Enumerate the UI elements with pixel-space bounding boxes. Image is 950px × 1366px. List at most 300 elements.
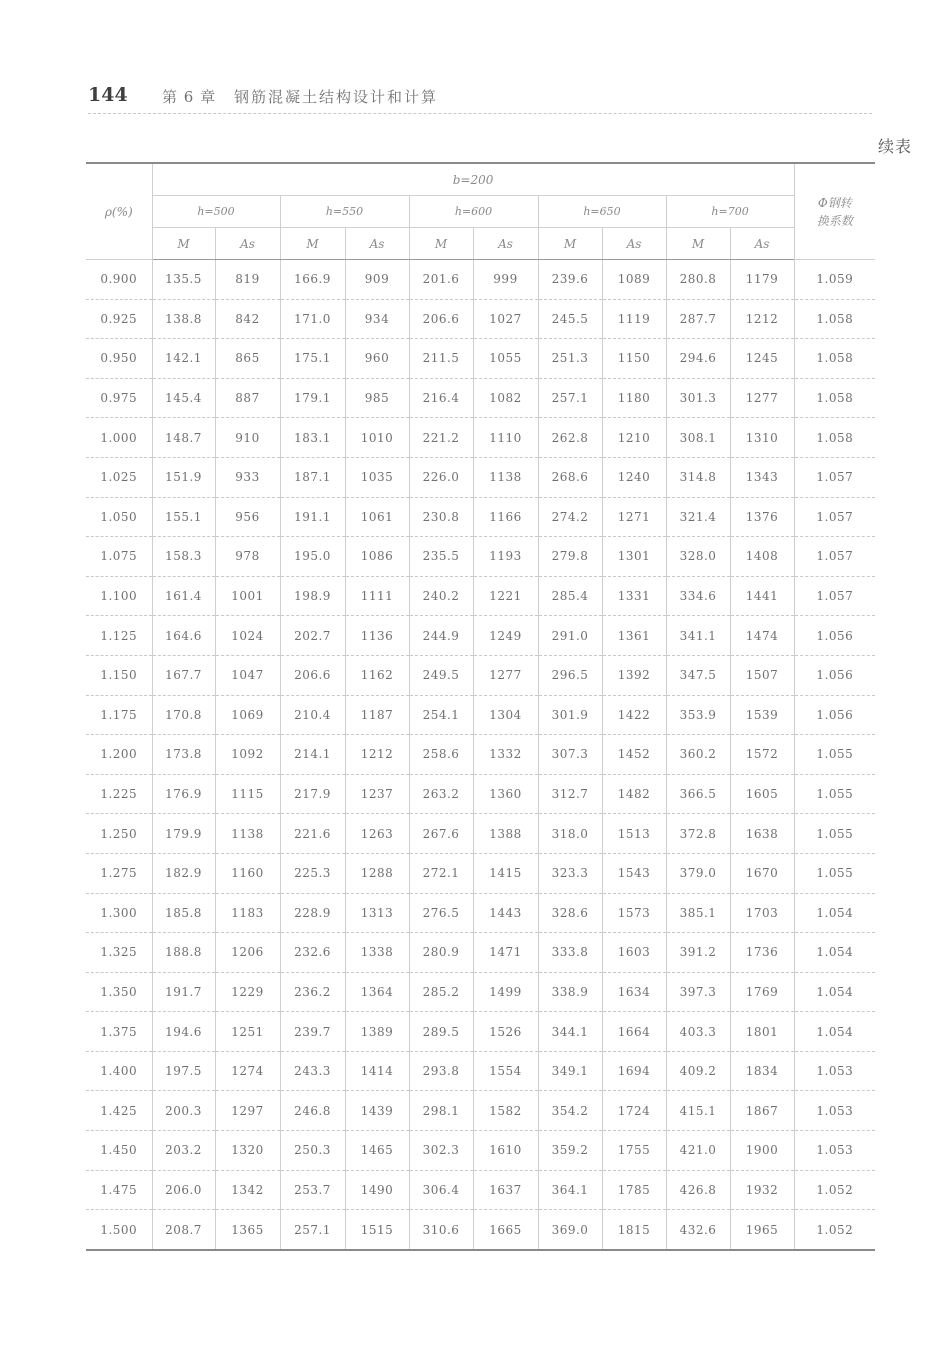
moment-cell: 182.9: [152, 853, 215, 893]
conversion-factor-cell: 1.058: [794, 339, 875, 379]
moment-cell: 198.9: [280, 576, 345, 616]
moment-cell: 344.1: [538, 1012, 602, 1052]
steel-area-cell: 1343: [730, 457, 794, 497]
table-row: [86, 774, 875, 814]
steel-area-cell: 1415: [473, 853, 538, 893]
moment-cell: 306.4: [409, 1170, 473, 1210]
conversion-factor-cell: 1.054: [794, 933, 875, 973]
moment-cell: 366.5: [666, 774, 730, 814]
rho-cell: 1.250: [86, 814, 152, 854]
steel-area-cell: 1212: [345, 735, 409, 775]
conversion-factor-header: [794, 163, 875, 260]
header-rule: [88, 113, 872, 114]
steel-area-col-header: As: [602, 228, 666, 260]
moment-cell: 235.5: [409, 537, 473, 577]
steel-area-cell: 1179: [730, 260, 794, 300]
steel-area-cell: 1801: [730, 1012, 794, 1052]
moment-cell: 379.0: [666, 853, 730, 893]
moment-cell: 341.1: [666, 616, 730, 656]
steel-area-cell: 1724: [602, 1091, 666, 1131]
moment-cell: 206.6: [409, 299, 473, 339]
moment-cell: 253.7: [280, 1170, 345, 1210]
steel-area-cell: 842: [215, 299, 280, 339]
steel-area-cell: 1210: [602, 418, 666, 458]
steel-area-cell: 933: [215, 457, 280, 497]
rho-cell: 1.325: [86, 933, 152, 973]
h-header: h=650: [538, 196, 666, 228]
steel-area-cell: 1150: [602, 339, 666, 379]
moment-cell: 321.4: [666, 497, 730, 537]
moment-cell: 323.3: [538, 853, 602, 893]
steel-area-cell: 1539: [730, 695, 794, 735]
moment-cell: 347.5: [666, 655, 730, 695]
steel-area-cell: 1288: [345, 853, 409, 893]
rho-cell: 1.375: [86, 1012, 152, 1052]
moment-cell: 267.6: [409, 814, 473, 854]
steel-area-cell: 1900: [730, 1131, 794, 1171]
moment-cell: 250.3: [280, 1131, 345, 1171]
steel-area-cell: 1313: [345, 893, 409, 933]
moment-cell: 191.7: [152, 972, 215, 1012]
moment-cell: 249.5: [409, 655, 473, 695]
steel-area-cell: 1166: [473, 497, 538, 537]
moment-cell: 276.5: [409, 893, 473, 933]
moment-cell: 369.0: [538, 1210, 602, 1250]
steel-area-cell: 1664: [602, 1012, 666, 1052]
table-row: [86, 893, 875, 933]
steel-area-cell: 1736: [730, 933, 794, 973]
moment-cell: 258.6: [409, 735, 473, 775]
table-row: [86, 299, 875, 339]
moment-cell: 372.8: [666, 814, 730, 854]
moment-cell: 280.8: [666, 260, 730, 300]
chapter-label: 第 6 章: [162, 88, 217, 106]
moment-cell: 221.2: [409, 418, 473, 458]
moment-col-header: M: [538, 228, 602, 260]
steel-area-cell: 1867: [730, 1091, 794, 1131]
moment-col-header: M: [666, 228, 730, 260]
moment-cell: 225.3: [280, 853, 345, 893]
steel-area-col-header: As: [345, 228, 409, 260]
moment-cell: 206.6: [280, 655, 345, 695]
steel-area-cell: 1180: [602, 378, 666, 418]
table-row: [86, 655, 875, 695]
moment-cell: 360.2: [666, 735, 730, 775]
steel-area-cell: 910: [215, 418, 280, 458]
conversion-factor-header-line2: 换系数: [816, 213, 853, 228]
rho-cell: 0.900: [86, 260, 152, 300]
moment-cell: 148.7: [152, 418, 215, 458]
moment-cell: 167.7: [152, 655, 215, 695]
table-row: [86, 418, 875, 458]
moment-cell: 391.2: [666, 933, 730, 973]
moment-cell: 151.9: [152, 457, 215, 497]
conversion-factor-cell: 1.054: [794, 893, 875, 933]
rho-cell: 1.100: [86, 576, 152, 616]
moment-cell: 296.5: [538, 655, 602, 695]
steel-area-cell: 1513: [602, 814, 666, 854]
moment-cell: 274.2: [538, 497, 602, 537]
moment-cell: 200.3: [152, 1091, 215, 1131]
table-row: [86, 339, 875, 379]
steel-area-cell: 1082: [473, 378, 538, 418]
steel-area-cell: 1471: [473, 933, 538, 973]
moment-cell: 333.8: [538, 933, 602, 973]
table-row: [86, 457, 875, 497]
steel-area-cell: 1834: [730, 1051, 794, 1091]
steel-area-cell: 1439: [345, 1091, 409, 1131]
moment-cell: 170.8: [152, 695, 215, 735]
conversion-factor-cell: 1.058: [794, 418, 875, 458]
moment-cell: 202.7: [280, 616, 345, 656]
moment-cell: 176.9: [152, 774, 215, 814]
steel-area-cell: 1110: [473, 418, 538, 458]
table-row: [86, 972, 875, 1012]
moment-cell: 208.7: [152, 1210, 215, 1250]
rho-cell: 1.200: [86, 735, 152, 775]
moment-cell: 187.1: [280, 457, 345, 497]
steel-area-cell: 1572: [730, 735, 794, 775]
table-row: [86, 260, 875, 300]
moment-cell: 216.4: [409, 378, 473, 418]
moment-cell: 287.7: [666, 299, 730, 339]
moment-cell: 203.2: [152, 1131, 215, 1171]
h-header: h=550: [280, 196, 409, 228]
steel-area-cell: 1212: [730, 299, 794, 339]
rho-cell: 1.125: [86, 616, 152, 656]
moment-cell: 293.8: [409, 1051, 473, 1091]
moment-cell: 318.0: [538, 814, 602, 854]
steel-area-cell: 1543: [602, 853, 666, 893]
moment-cell: 166.9: [280, 260, 345, 300]
steel-area-cell: 1111: [345, 576, 409, 616]
rho-cell: 1.150: [86, 655, 152, 695]
steel-area-cell: 1932: [730, 1170, 794, 1210]
steel-area-cell: 1001: [215, 576, 280, 616]
moment-cell: 217.9: [280, 774, 345, 814]
steel-area-cell: 1277: [730, 378, 794, 418]
moment-cell: 243.3: [280, 1051, 345, 1091]
moment-cell: 244.9: [409, 616, 473, 656]
steel-area-cell: 1610: [473, 1131, 538, 1171]
steel-area-cell: 1582: [473, 1091, 538, 1131]
steel-area-cell: 1785: [602, 1170, 666, 1210]
rho-cell: 1.025: [86, 457, 152, 497]
moment-cell: 201.6: [409, 260, 473, 300]
steel-area-cell: 1965: [730, 1210, 794, 1250]
steel-area-cell: 1526: [473, 1012, 538, 1052]
steel-area-cell: 887: [215, 378, 280, 418]
moment-cell: 228.9: [280, 893, 345, 933]
moment-cell: 240.2: [409, 576, 473, 616]
moment-cell: 298.1: [409, 1091, 473, 1131]
conversion-factor-cell: 1.058: [794, 378, 875, 418]
steel-area-cell: 1603: [602, 933, 666, 973]
steel-area-cell: 1441: [730, 576, 794, 616]
moment-cell: 354.2: [538, 1091, 602, 1131]
steel-area-cell: 1465: [345, 1131, 409, 1171]
steel-area-cell: 1414: [345, 1051, 409, 1091]
h-header: h=600: [409, 196, 538, 228]
rho-cell: 0.950: [86, 339, 152, 379]
moment-cell: 312.7: [538, 774, 602, 814]
steel-area-col-header: As: [730, 228, 794, 260]
moment-cell: 421.0: [666, 1131, 730, 1171]
rho-cell: 0.975: [86, 378, 152, 418]
steel-area-cell: 1769: [730, 972, 794, 1012]
moment-cell: 302.3: [409, 1131, 473, 1171]
moment-cell: 230.8: [409, 497, 473, 537]
steel-area-cell: 1665: [473, 1210, 538, 1250]
conversion-factor-cell: 1.053: [794, 1131, 875, 1171]
steel-area-cell: 1277: [473, 655, 538, 695]
conversion-factor-header-line1: Φ钢转: [817, 195, 852, 210]
steel-area-cell: 1160: [215, 853, 280, 893]
steel-area-cell: 999: [473, 260, 538, 300]
moment-cell: 280.9: [409, 933, 473, 973]
rho-cell: 1.350: [86, 972, 152, 1012]
steel-area-cell: 1274: [215, 1051, 280, 1091]
rho-cell: 1.000: [86, 418, 152, 458]
steel-area-cell: 1638: [730, 814, 794, 854]
h-header: h=500: [152, 196, 280, 228]
moment-cell: 257.1: [538, 378, 602, 418]
steel-area-cell: 1320: [215, 1131, 280, 1171]
steel-area-cell: 1499: [473, 972, 538, 1012]
table-row: [86, 616, 875, 656]
moment-cell: 191.1: [280, 497, 345, 537]
moment-cell: 285.4: [538, 576, 602, 616]
steel-area-cell: 956: [215, 497, 280, 537]
moment-cell: 236.2: [280, 972, 345, 1012]
steel-area-cell: 1342: [215, 1170, 280, 1210]
steel-area-cell: 1249: [473, 616, 538, 656]
conversion-factor-cell: 1.056: [794, 616, 875, 656]
steel-area-cell: 1637: [473, 1170, 538, 1210]
rho-cell: 1.450: [86, 1131, 152, 1171]
moment-cell: 334.6: [666, 576, 730, 616]
steel-area-cell: 1554: [473, 1051, 538, 1091]
moment-cell: 158.3: [152, 537, 215, 577]
moment-cell: 294.6: [666, 339, 730, 379]
conversion-factor-cell: 1.052: [794, 1210, 875, 1250]
moment-cell: 173.8: [152, 735, 215, 775]
page-header: [88, 84, 872, 114]
moment-cell: 301.9: [538, 695, 602, 735]
steel-area-cell: 1304: [473, 695, 538, 735]
moment-cell: 353.9: [666, 695, 730, 735]
conversion-factor-cell: 1.054: [794, 1012, 875, 1052]
steel-area-cell: 1301: [602, 537, 666, 577]
rho-cell: 0.925: [86, 299, 152, 339]
steel-area-cell: 1251: [215, 1012, 280, 1052]
steel-area-col-header: As: [215, 228, 280, 260]
moment-cell: 239.7: [280, 1012, 345, 1052]
moment-cell: 246.8: [280, 1091, 345, 1131]
moment-cell: 359.2: [538, 1131, 602, 1171]
table-row: [86, 853, 875, 893]
moment-cell: 307.3: [538, 735, 602, 775]
table-row: [86, 1051, 875, 1091]
chapter-title: 钢筋混凝土结构设计和计算: [234, 88, 439, 106]
steel-area-cell: 934: [345, 299, 409, 339]
steel-area-cell: 1035: [345, 457, 409, 497]
moment-cell: 239.6: [538, 260, 602, 300]
steel-area-cell: 1515: [345, 1210, 409, 1250]
moment-cell: 195.0: [280, 537, 345, 577]
steel-area-cell: 1507: [730, 655, 794, 695]
steel-area-cell: 1361: [602, 616, 666, 656]
moment-cell: 432.6: [666, 1210, 730, 1250]
steel-area-cell: 1389: [345, 1012, 409, 1052]
table-row: [86, 1091, 875, 1131]
conversion-factor-cell: 1.052: [794, 1170, 875, 1210]
rho-cell: 1.175: [86, 695, 152, 735]
table-row: [86, 1210, 875, 1250]
conversion-factor-cell: 1.057: [794, 576, 875, 616]
moment-cell: 426.8: [666, 1170, 730, 1210]
steel-area-cell: 1376: [730, 497, 794, 537]
moment-cell: 142.1: [152, 339, 215, 379]
continued-label: 续表: [877, 137, 912, 156]
moment-cell: 308.1: [666, 418, 730, 458]
table-row: [86, 537, 875, 577]
steel-area-cell: 1490: [345, 1170, 409, 1210]
moment-cell: 245.5: [538, 299, 602, 339]
steel-area-cell: 1755: [602, 1131, 666, 1171]
steel-area-cell: 1271: [602, 497, 666, 537]
steel-area-cell: 1187: [345, 695, 409, 735]
moment-cell: 338.9: [538, 972, 602, 1012]
conversion-factor-cell: 1.053: [794, 1091, 875, 1131]
moment-cell: 364.1: [538, 1170, 602, 1210]
steel-area-cell: 985: [345, 378, 409, 418]
moment-cell: 272.1: [409, 853, 473, 893]
moment-cell: 328.6: [538, 893, 602, 933]
steel-area-cell: 1297: [215, 1091, 280, 1131]
steel-area-cell: 1138: [473, 457, 538, 497]
moment-cell: 328.0: [666, 537, 730, 577]
conversion-factor-cell: 1.054: [794, 972, 875, 1012]
table-row: [86, 1131, 875, 1171]
steel-area-cell: 1055: [473, 339, 538, 379]
rho-header: ρ(%): [86, 163, 152, 260]
moment-cell: 135.5: [152, 260, 215, 300]
moment-cell: 263.2: [409, 774, 473, 814]
moment-cell: 183.1: [280, 418, 345, 458]
moment-cell: 221.6: [280, 814, 345, 854]
conversion-factor-cell: 1.057: [794, 537, 875, 577]
steel-area-cell: 1119: [602, 299, 666, 339]
reinforcement-table: [86, 162, 875, 1251]
steel-area-cell: 1245: [730, 339, 794, 379]
moment-cell: 403.3: [666, 1012, 730, 1052]
moment-cell: 251.3: [538, 339, 602, 379]
steel-area-cell: 1310: [730, 418, 794, 458]
steel-area-cell: 1360: [473, 774, 538, 814]
moment-cell: 310.6: [409, 1210, 473, 1250]
steel-area-cell: 819: [215, 260, 280, 300]
moment-cell: 210.4: [280, 695, 345, 735]
rho-cell: 1.475: [86, 1170, 152, 1210]
moment-col-header: M: [409, 228, 473, 260]
moment-cell: 349.1: [538, 1051, 602, 1091]
steel-area-cell: 1024: [215, 616, 280, 656]
moment-cell: 171.0: [280, 299, 345, 339]
steel-area-cell: 1634: [602, 972, 666, 1012]
steel-area-cell: 1047: [215, 655, 280, 695]
rho-cell: 1.500: [86, 1210, 152, 1250]
steel-area-col-header: As: [473, 228, 538, 260]
b-header: b=200: [152, 163, 794, 196]
moment-cell: 409.2: [666, 1051, 730, 1091]
steel-area-cell: 1162: [345, 655, 409, 695]
moment-cell: 197.5: [152, 1051, 215, 1091]
steel-area-cell: 1670: [730, 853, 794, 893]
steel-area-cell: 1138: [215, 814, 280, 854]
steel-area-cell: 1452: [602, 735, 666, 775]
table-body: [86, 260, 875, 1250]
moment-col-header: M: [152, 228, 215, 260]
table-row: [86, 378, 875, 418]
table-header: [86, 163, 875, 260]
page-number: 144: [88, 84, 128, 106]
rho-cell: 1.425: [86, 1091, 152, 1131]
steel-area-cell: 1443: [473, 893, 538, 933]
moment-cell: 164.6: [152, 616, 215, 656]
moment-cell: 397.3: [666, 972, 730, 1012]
steel-area-cell: 1237: [345, 774, 409, 814]
steel-area-cell: 1331: [602, 576, 666, 616]
steel-area-cell: 1605: [730, 774, 794, 814]
moment-cell: 179.1: [280, 378, 345, 418]
steel-area-cell: 1089: [602, 260, 666, 300]
conversion-factor-cell: 1.057: [794, 497, 875, 537]
steel-area-cell: 1338: [345, 933, 409, 973]
moment-cell: 262.8: [538, 418, 602, 458]
h-header: h=700: [666, 196, 794, 228]
moment-cell: 175.1: [280, 339, 345, 379]
rho-cell: 1.050: [86, 497, 152, 537]
moment-cell: 194.6: [152, 1012, 215, 1052]
moment-cell: 285.2: [409, 972, 473, 1012]
conversion-factor-cell: 1.055: [794, 774, 875, 814]
steel-area-cell: 1115: [215, 774, 280, 814]
conversion-factor-cell: 1.058: [794, 299, 875, 339]
steel-area-cell: 1193: [473, 537, 538, 577]
table-row: [86, 576, 875, 616]
moment-cell: 161.4: [152, 576, 215, 616]
moment-cell: 226.0: [409, 457, 473, 497]
steel-area-cell: 1694: [602, 1051, 666, 1091]
conversion-factor-cell: 1.056: [794, 655, 875, 695]
moment-cell: 188.8: [152, 933, 215, 973]
table-row: [86, 1012, 875, 1052]
steel-area-cell: 1027: [473, 299, 538, 339]
rho-cell: 1.400: [86, 1051, 152, 1091]
steel-area-cell: 1086: [345, 537, 409, 577]
steel-area-cell: 1388: [473, 814, 538, 854]
steel-area-cell: 1408: [730, 537, 794, 577]
moment-cell: 206.0: [152, 1170, 215, 1210]
moment-cell: 301.3: [666, 378, 730, 418]
steel-area-cell: 1136: [345, 616, 409, 656]
moment-cell: 179.9: [152, 814, 215, 854]
moment-cell: 268.6: [538, 457, 602, 497]
moment-cell: 289.5: [409, 1012, 473, 1052]
steel-area-cell: 1474: [730, 616, 794, 656]
rho-cell: 1.300: [86, 893, 152, 933]
